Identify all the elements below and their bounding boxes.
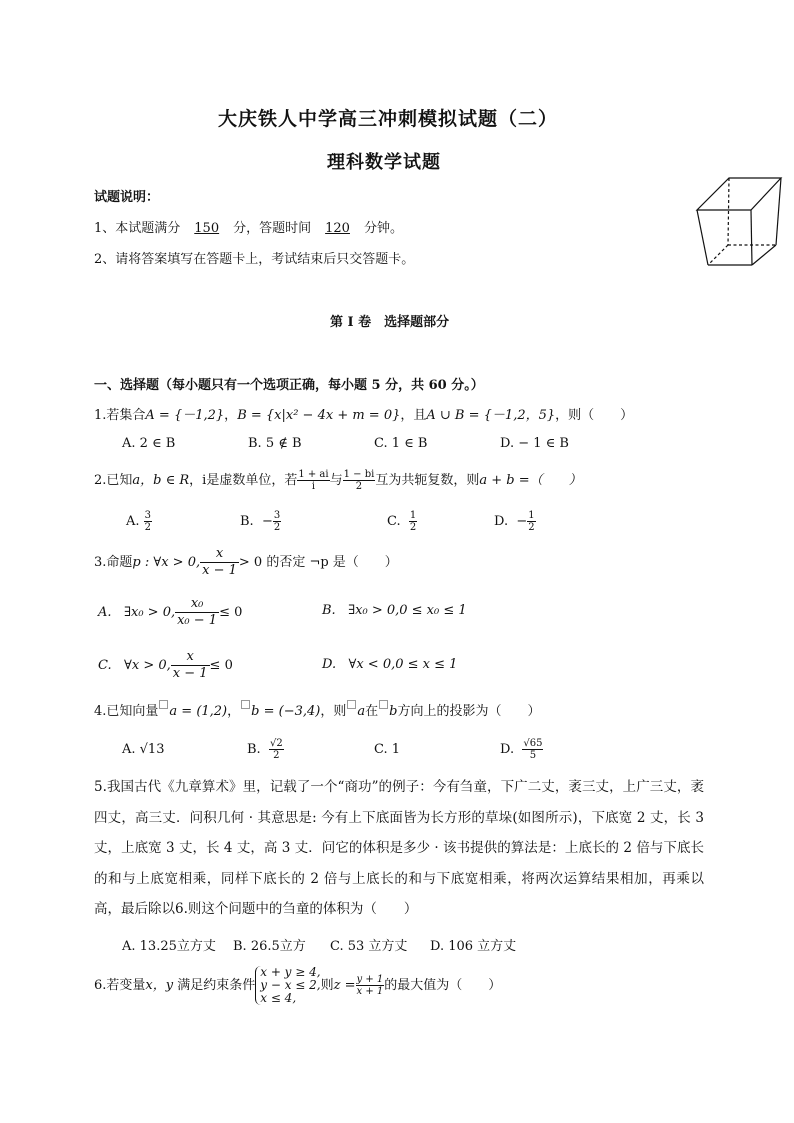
fraction-numerator: 3 <box>273 510 281 521</box>
instructions-text: 分，答题时间 <box>233 221 312 236</box>
q6-text: 满足约束条件 <box>173 978 256 993</box>
vector-arrow-icon <box>159 700 168 709</box>
fraction-denominator: 5 <box>529 750 537 761</box>
q2-fraction-1 <box>297 469 329 492</box>
option-text: ∃x₀ > 0, <box>123 605 176 620</box>
option-text: ∀x > 0, <box>124 658 171 673</box>
fraction-numerator: 3 <box>144 510 152 521</box>
option-fraction <box>527 510 535 533</box>
q2-fraction-2 <box>343 469 376 492</box>
question-6-stem <box>94 966 501 1005</box>
q1-text: ， <box>224 408 238 423</box>
fraction-denominator: 2 <box>273 522 281 533</box>
option-label: B. <box>322 603 336 618</box>
fraction-numerator: x₀ <box>175 596 219 613</box>
q5-option-c: C. 53 立方丈 <box>330 939 408 954</box>
q4-a: a <box>357 704 366 719</box>
option-fraction <box>269 738 284 761</box>
q2-option-b <box>240 510 281 533</box>
instructions-line-1 <box>94 217 403 236</box>
option-text: ∀x < 0,0 ≤ x ≤ 1 <box>348 657 458 672</box>
q3-option-a <box>98 596 242 629</box>
q1-union: A ∪ B = {－1,2，5} <box>426 408 556 423</box>
fraction-numerator: 1 − bi <box>343 469 375 480</box>
instructions-heading: 试题说明： <box>94 190 160 205</box>
q2-text: 2.已知 <box>94 473 133 488</box>
option-label: A. <box>98 605 112 620</box>
question-2-stem <box>94 469 582 492</box>
option-fraction <box>409 510 417 533</box>
exam-subtitle: 理科数学试题 <box>327 152 441 173</box>
q2-expr: a + b =（ ） <box>479 473 582 488</box>
haystack-frustum-figure <box>694 172 788 270</box>
option-text: ≤ 0 <box>219 605 243 620</box>
fraction-denominator: 2 <box>409 522 417 533</box>
option-fraction <box>171 649 210 682</box>
option-fraction <box>522 738 543 761</box>
fraction-denominator: x − 1 <box>172 666 208 681</box>
q4-option-a: A. √13 <box>122 742 165 757</box>
question-5-paragraph: 5.我国古代《九章算术》里，记载了一个“商功”的例子：今有刍童，下广二丈，袤三丈，上广三丈，袤四丈，高三丈．问积几何 · 其意思是: 今有上下底面皆为长方形的草垛(如图所示)，下底宽 2 丈，长 3 丈，上底宽 3 丈，长 4 丈，高 3 丈．问它的体积是多少 · 该书提供的算法是：上底长的 2 倍与下底长的和与上底宽相乘，同样下底长的 2 倍与上底长的和与下底宽相乘，将两次运算结果相加，再乘以高，最后除以6.则这个问题中的刍童的体积为（ ） <box>94 779 704 917</box>
fraction-denominator: 2 <box>273 750 280 761</box>
q5-option-d: D. 106 立方丈 <box>430 939 517 954</box>
question-3-stem <box>94 546 398 579</box>
q1-text: ，且 <box>400 408 427 423</box>
q2-text: 与 <box>329 473 343 488</box>
q1-text: ，则（ ） <box>555 408 634 423</box>
q6-fraction <box>356 974 385 997</box>
q4-b: b <box>389 704 398 719</box>
vector-arrow-icon <box>379 700 388 709</box>
q6-vars: x，y <box>145 978 174 993</box>
section-heading: 一、选择题（每小题只有一个选项正确，每小题 5 分，共 60 分。） <box>94 378 484 393</box>
q1-text: 1.若集合 <box>94 408 146 423</box>
q3-fraction <box>200 546 239 579</box>
q1-set-a: A = {－1,2} <box>145 408 225 423</box>
option-label: B. <box>247 742 261 757</box>
q2-option-d <box>494 510 536 533</box>
q4-option-c: C. 1 <box>374 742 401 757</box>
q2-option-a <box>126 510 152 533</box>
q2-text: ，i是虚数单位，若 <box>189 473 298 488</box>
question-4-stem <box>94 700 541 719</box>
fraction-numerator: 1 <box>528 510 535 521</box>
fraction-denominator: 2 <box>144 522 152 533</box>
q5-option-a: A. 13.25立方丈 <box>122 939 216 954</box>
fraction-numerator: x <box>200 546 239 563</box>
q4-text: 在 <box>365 704 379 719</box>
q4-text: ， <box>227 704 241 719</box>
fraction-numerator: √65 <box>523 738 543 749</box>
fraction-numerator: x <box>171 649 210 666</box>
option-label: D. <box>494 514 509 529</box>
option-label: C. <box>387 514 401 529</box>
instructions-line-2: 2、请将答案填写在答题卡上，考试结束后只交答题卡。 <box>94 252 415 267</box>
q6-text: 则 <box>320 978 334 993</box>
fraction-numerator: 1 + ai <box>298 469 329 480</box>
q6-z: z = <box>333 978 356 993</box>
option-sign: − <box>516 514 528 529</box>
q4-text: 4.已知向量 <box>94 704 159 719</box>
option-fraction <box>273 510 281 533</box>
q1-option-b: B. 5 ∉ B <box>248 436 302 451</box>
instructions-text: 1、本试题满分 <box>94 221 181 236</box>
option-label: A. <box>126 514 140 529</box>
q1-option-a: A. 2 ∈ B <box>122 436 176 451</box>
constraint-line: x + y ≥ 4, <box>260 965 321 979</box>
q2-text: 互为共轭复数，则 <box>375 473 480 488</box>
fraction-numerator: √2 <box>269 738 283 749</box>
instructions-text: 分钟。 <box>363 221 403 236</box>
option-fraction <box>144 510 152 533</box>
fraction-denominator: 2 <box>355 481 363 492</box>
q6-text: 6.若变量 <box>94 978 146 993</box>
q4-text: 方向上的投影为（ ） <box>397 704 541 719</box>
vector-arrow-icon <box>347 700 356 709</box>
q4-option-b <box>247 738 284 761</box>
q4-vector-a: a = (1,2) <box>169 704 228 719</box>
fraction-denominator: i <box>311 481 316 492</box>
q3-option-b <box>322 603 467 618</box>
option-label: C. <box>98 658 112 673</box>
constraint-line: x ≤ 4, <box>260 991 297 1005</box>
option-fraction <box>175 596 219 629</box>
q6-text: 的最大值为（ ） <box>384 978 502 993</box>
q1-option-d: D. − 1 ∈ B <box>500 436 569 451</box>
q4-vector-b: b = (−3,4) <box>251 704 321 719</box>
fraction-numerator: y + 1 <box>356 974 384 985</box>
q4-text: ，则 <box>320 704 347 719</box>
option-label: B. <box>240 514 254 529</box>
fraction-denominator: 2 <box>528 522 535 533</box>
part-title: 第 I 卷 选择题部分 <box>330 315 450 330</box>
constraint-line: y − x ≤ 2, <box>260 978 321 992</box>
fraction-denominator: x₀ − 1 <box>177 613 218 628</box>
option-label: D. <box>500 742 515 757</box>
q2-vars: a，b ∈ R <box>132 473 190 488</box>
exam-title: 大庆铁人中学高三冲刺模拟试题（二） <box>218 108 559 130</box>
q6-constraint-system <box>255 966 320 1005</box>
q3-text: > 0 的否定 ¬p 是（ ） <box>238 555 398 570</box>
fraction-numerator: 1 <box>409 510 417 521</box>
vector-arrow-icon <box>241 700 250 709</box>
option-label: D. <box>322 657 337 672</box>
q3-proposition: p : ∀x > 0, <box>132 555 201 570</box>
option-sign: − <box>261 514 273 529</box>
q3-text: 3.命题 <box>94 555 133 570</box>
full-score-value: 150 <box>194 221 220 236</box>
option-text: ≤ 0 <box>209 658 233 673</box>
question-1-stem <box>94 404 633 423</box>
q3-option-d <box>322 657 457 672</box>
q1-option-c: C. 1 ∈ B <box>374 436 428 451</box>
time-value: 120 <box>325 221 350 236</box>
q1-set-b: B = {x|x² − 4x + m = 0} <box>237 408 401 423</box>
option-text: ∃x₀ > 0,0 ≤ x₀ ≤ 1 <box>348 603 467 618</box>
fraction-denominator: x − 1 <box>202 563 237 578</box>
q5-option-b: B. 26.5立方 <box>233 939 306 954</box>
fraction-denominator: x + 1 <box>356 986 384 997</box>
q4-option-d <box>500 738 543 761</box>
q3-option-c <box>98 649 233 682</box>
q2-option-c <box>387 510 417 533</box>
